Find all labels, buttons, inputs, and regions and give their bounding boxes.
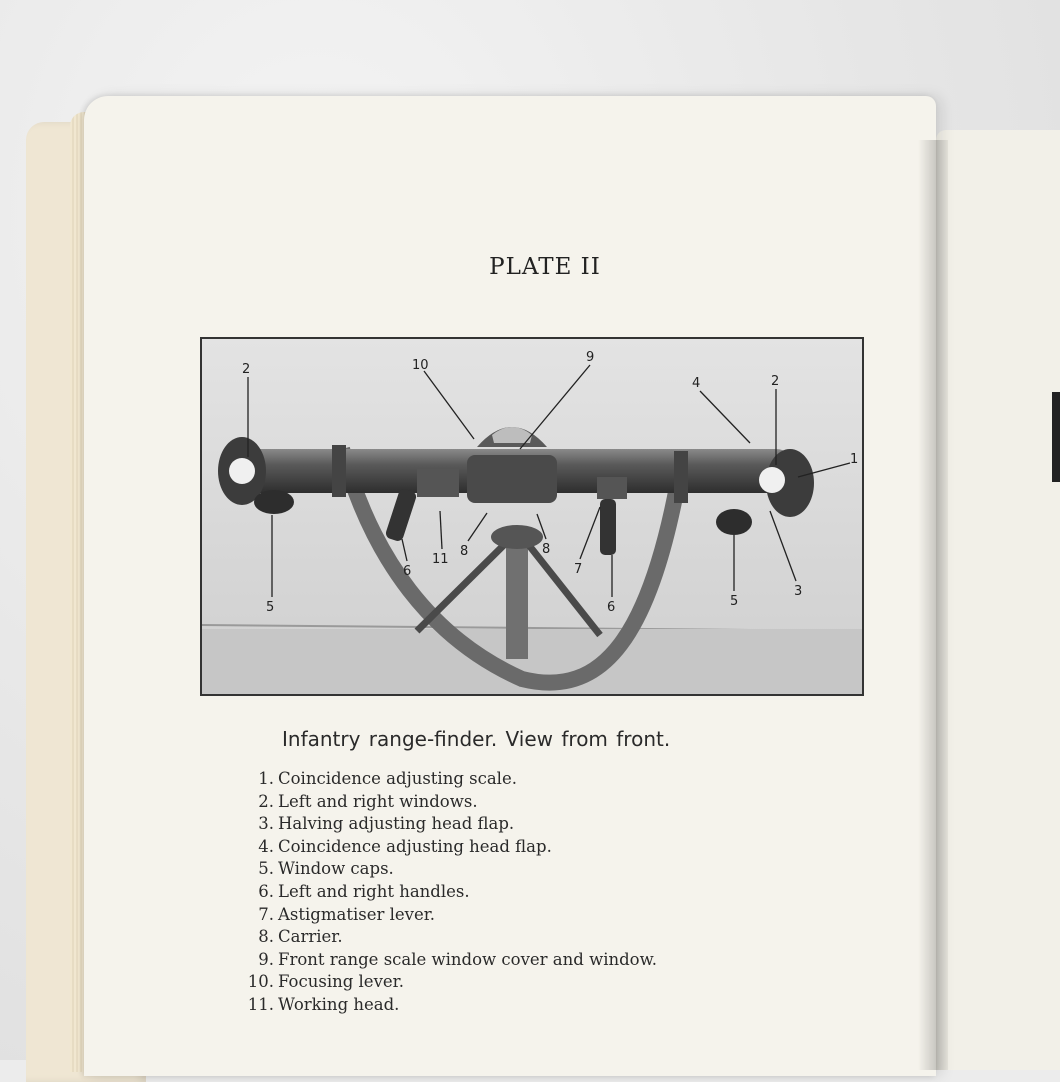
callout-6-left: 6 [403,564,412,579]
legend-label: Left and right handles. [278,881,470,901]
legend-label: Left and right windows. [278,791,478,811]
legend-number: 11. [247,994,274,1014]
callout-8-left: 8 [460,544,469,559]
right-window-cap [716,509,752,535]
legend-label: Coincidence adjusting head flap. [278,836,552,856]
callout-6-right: 6 [607,600,616,615]
legend-label: Working head. [278,994,400,1014]
legend-label: Astigmatiser lever. [278,904,436,924]
legend-label: Halving adjusting head flap. [278,814,515,834]
legend-item [236,926,657,949]
callout-4: 4 [692,376,701,391]
callout-1: 1 [850,452,859,467]
left-window-cap [254,490,294,514]
legend-number: 4. [258,836,274,856]
legend-number: 3. [258,814,274,834]
legend-item [236,768,657,791]
legend-number: 9. [258,949,274,969]
plate-caption: Infantry range-finder. View from front. [282,727,671,751]
plate-title: PLATE II [489,254,601,280]
legend-number: 8. [258,927,274,947]
legend-number: 10. [247,972,274,992]
callout-8-right: 8 [542,542,551,557]
legend-number: 6. [258,881,274,901]
legend-item [236,836,657,859]
callout-2-right: 2 [771,374,780,389]
parts-legend [236,768,657,1017]
legend-item [236,904,657,927]
facing-page-mark [1052,392,1060,482]
legend-label: Window caps. [278,859,394,879]
callout-5-left: 5 [266,600,275,615]
callout-7: 7 [574,562,583,577]
legend-item [236,881,657,904]
legend-item [236,791,657,814]
callout-2-left: 2 [242,362,251,377]
range-finder-photo [200,337,864,696]
legend-item [236,858,657,881]
callout-10: 10 [412,358,429,373]
legend-item [236,971,657,994]
legend-number: 1. [258,769,274,788]
callout-9: 9 [586,350,595,365]
legend-label: Carrier. [278,927,343,947]
right-handle [600,499,616,555]
legend-number: 5. [258,859,274,879]
callout-3: 3 [794,584,803,599]
legend-item [236,949,657,972]
legend-label: Front range scale window cover and window. [278,949,658,969]
range-finder-illustration [202,339,862,694]
callout-5-right: 5 [730,594,739,609]
legend-label: Focusing lever. [278,972,404,992]
legend-label: Coincidence adjusting scale. [278,769,517,788]
legend-item [236,813,657,836]
legend-item [236,994,657,1017]
legend-number: 7. [258,904,274,924]
callout-11: 11 [432,552,449,567]
legend-number: 2. [258,791,274,811]
